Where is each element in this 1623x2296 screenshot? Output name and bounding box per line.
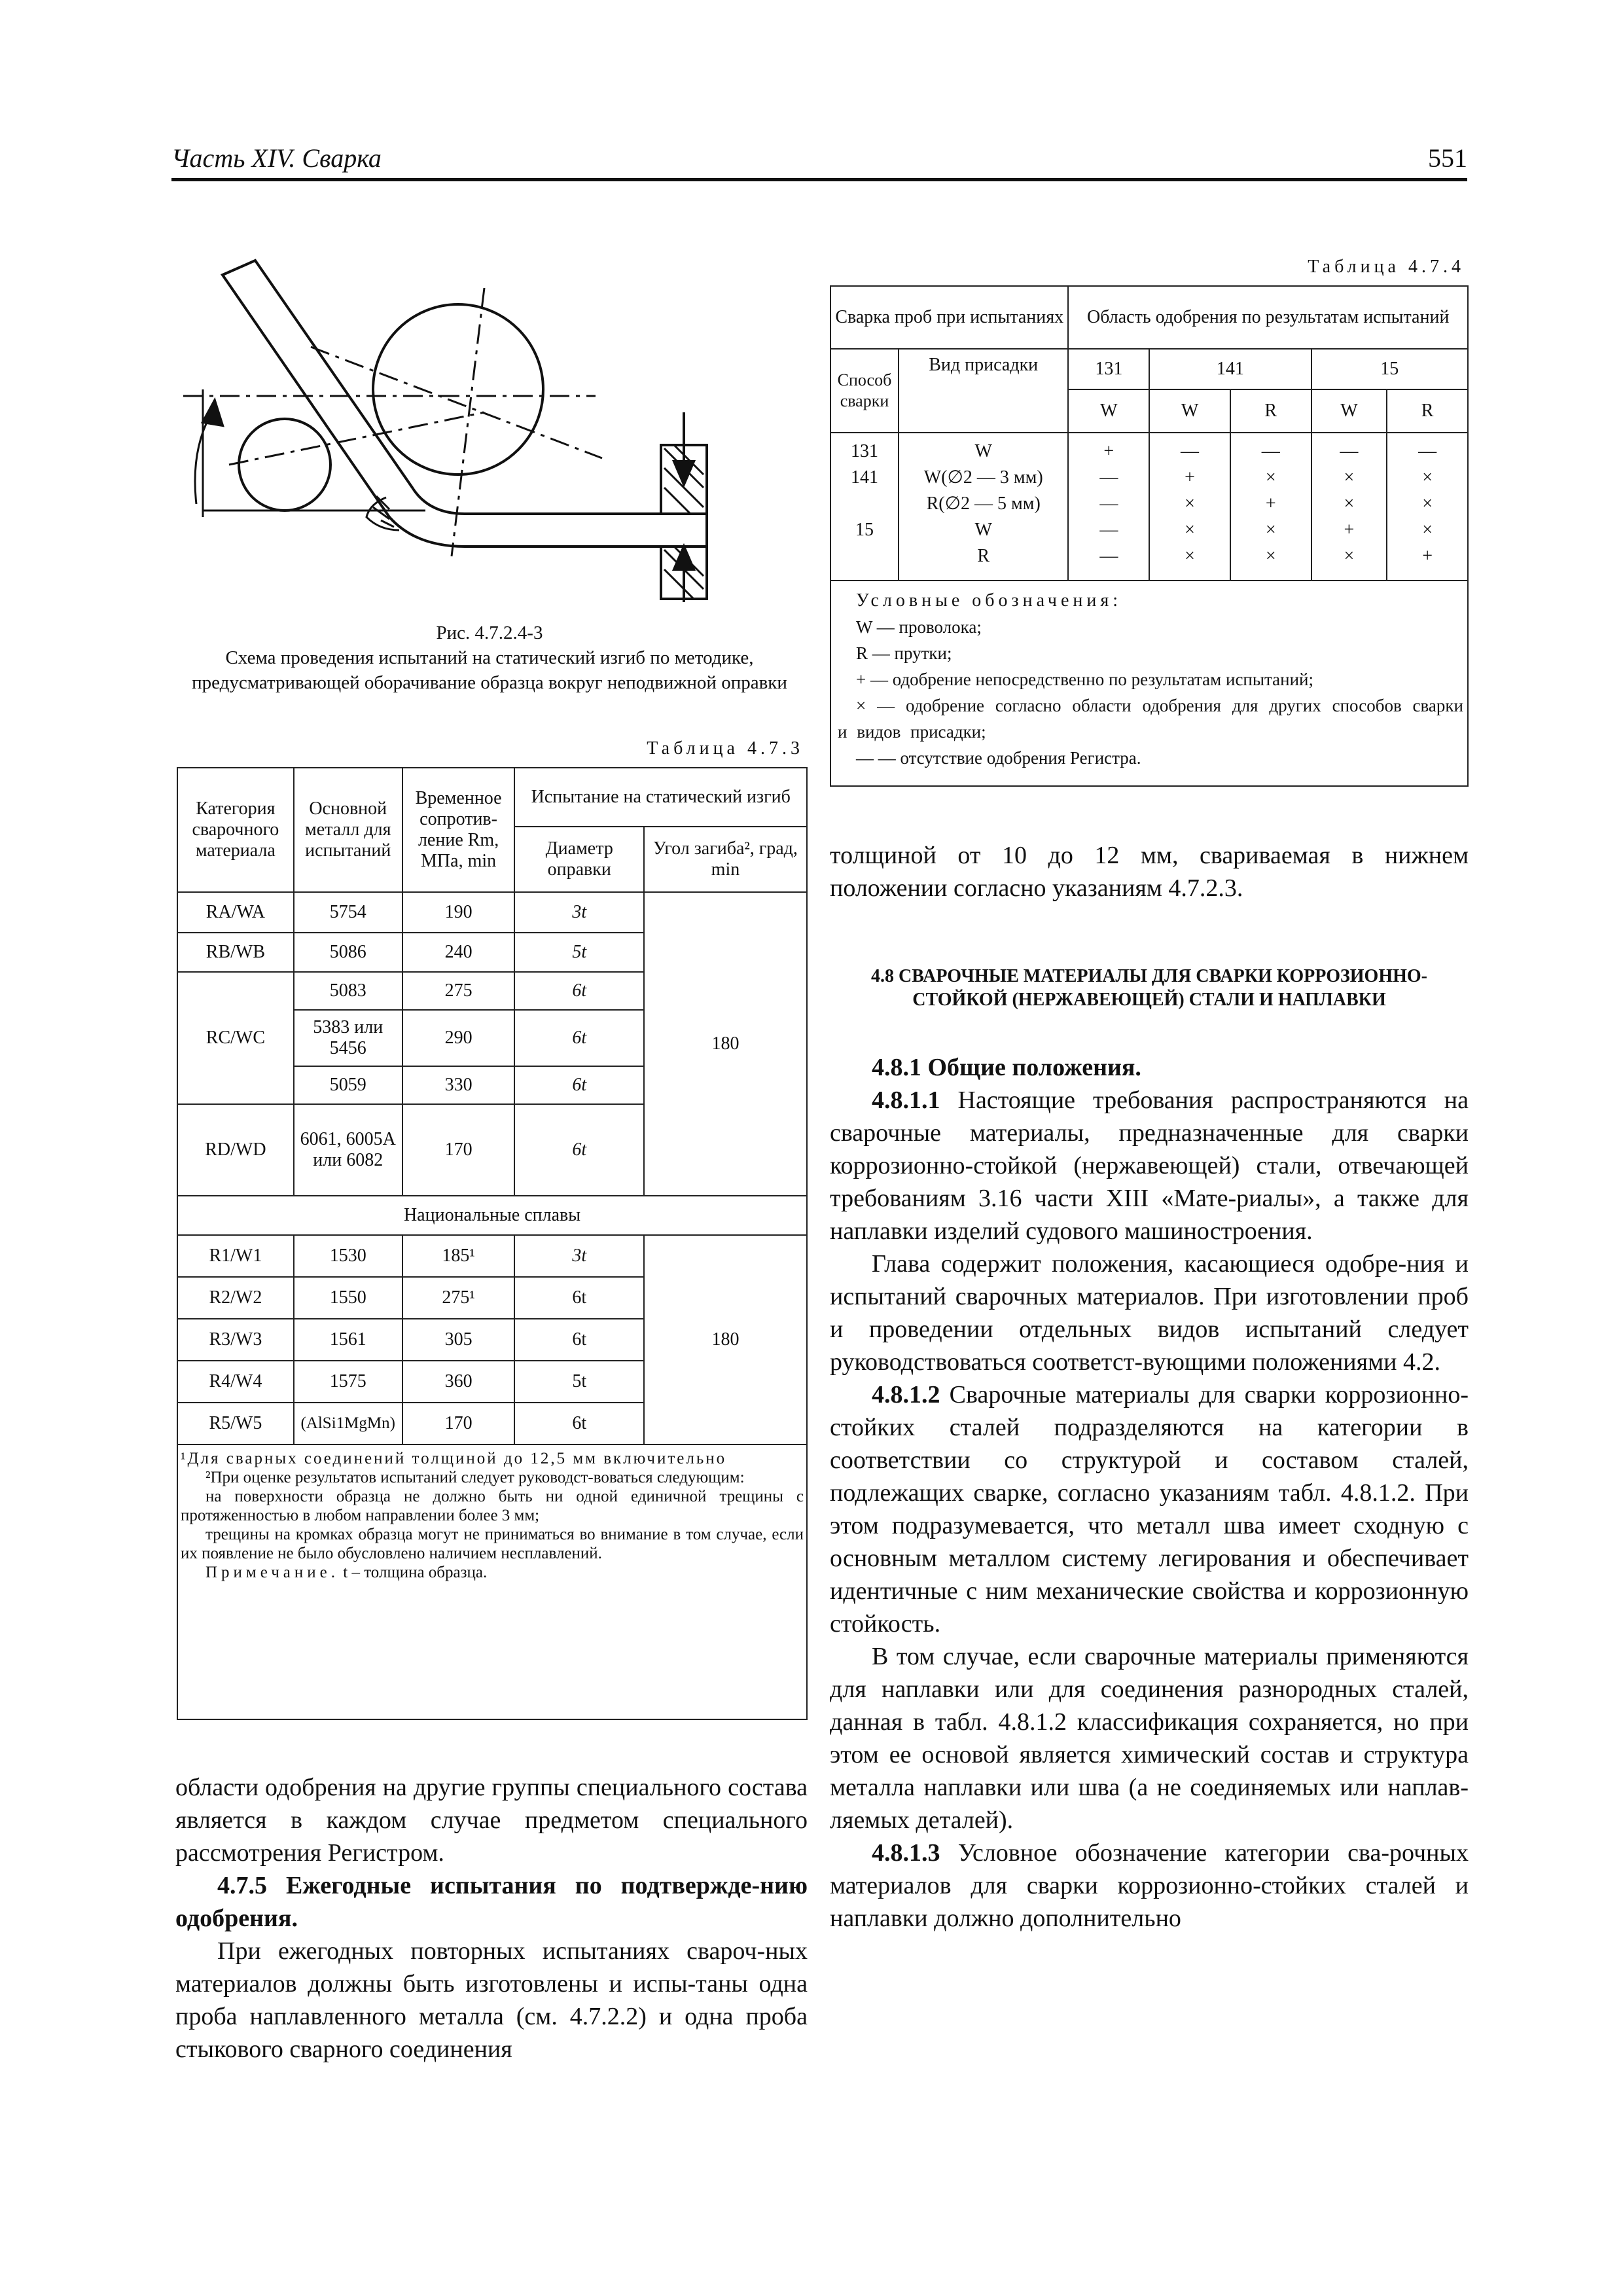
result-col: + — — — —	[1068, 433, 1149, 581]
legend-item: + — одобрение непосредственно по результатам испытаний;	[856, 670, 1313, 689]
table-cell: 3t	[514, 892, 643, 933]
table-cell: 170	[402, 1104, 515, 1196]
th-method: Способ сварки	[830, 349, 899, 433]
legend-item: × — одобрение согласно области одобрения для других способов сварки и видов присадки;	[838, 696, 1463, 742]
legend-item: — — отсутствие одобрения Регистра.	[856, 748, 1141, 768]
th-approval-area: Область одобрения по результатам испытаний	[1068, 286, 1468, 349]
table-cell: 5083	[294, 972, 402, 1010]
table-cell: 6t	[514, 1277, 643, 1319]
table-cell: 275¹	[402, 1277, 515, 1319]
th-group-131: 131	[1068, 349, 1149, 389]
table-note	[181, 1563, 804, 1582]
result-col: — × + × ×	[1230, 433, 1311, 581]
table-cell: R3/W3	[177, 1319, 294, 1361]
table-cell: 170	[402, 1403, 515, 1444]
th-sub: W	[1068, 389, 1149, 433]
table-cell: 1550	[294, 1277, 402, 1319]
table-cell: 3t	[514, 1235, 643, 1277]
table-cell: 305	[402, 1319, 515, 1361]
table-4-7-4-caption: Таблица 4.7.4	[1308, 257, 1465, 277]
table-cell: 5t	[514, 933, 643, 972]
paragraph: Глава содержит положения, касающиеся одобре-ния и испытаний сварочных материалов. При изготовлении проб и проведении отдельных видов испытаний следует руководствоваться соответст-вующими положениями 4.2.	[830, 1250, 1469, 1376]
th-sub: W	[1311, 389, 1387, 433]
roller-circle	[239, 419, 330, 511]
paragraph-4-8-1-1	[830, 1084, 1469, 1247]
th-category: Категория сварочного материала	[177, 768, 294, 892]
note-label: Примечание.	[205, 1564, 340, 1581]
clause-number: 4.8.1.3	[872, 1839, 940, 1867]
table-cell: RB/WB	[177, 933, 294, 972]
table-cell: 6061, 6005A или 6082	[294, 1104, 402, 1196]
table-cell: 290	[402, 1010, 515, 1066]
th-group-141: 141	[1149, 349, 1311, 389]
clause-number: 4.8.1.1	[872, 1086, 940, 1114]
th-mandrel-diameter: Диаметр оправки	[514, 827, 643, 892]
right-column	[830, 839, 1469, 1935]
table-cell: 5086	[294, 933, 402, 972]
table-cell: 6t	[514, 1010, 643, 1066]
subsection-heading-4-8-1: 4.8.1 Общие положения.	[872, 1054, 1141, 1081]
table-cell: 1575	[294, 1361, 402, 1403]
table-4-7-3-caption: Таблица 4.7.3	[647, 738, 804, 759]
th-bend-angle: Угол загиба², град, min	[644, 827, 807, 892]
table-cell: 5t	[514, 1361, 643, 1403]
national-alloys-row: Национальные сплавы	[177, 1196, 807, 1235]
th-bend-test: Испытание на статический изгиб	[514, 768, 807, 827]
footnote-2b: трещины на кромках образца могут не приниматься во внимание в том случае, если их появление не было обусловлено наличием несплавлений.	[181, 1526, 804, 1562]
result-col: — × × × +	[1387, 433, 1468, 581]
paragraph-text: Настоящие требования распространяются на сварочные материалы, предназначенные для сварки коррозионно-стойкой (нержавеющей) стали, отвечающей требованиям 3.16 части XIII «Мате-риалы», а также для наплавки изделий судового машиностроения.	[830, 1086, 1469, 1245]
table-cell: 6t	[514, 1319, 643, 1361]
footnote-1: ¹Для сварных соединений толщиной до 12,5 мм включительно	[181, 1450, 727, 1467]
table-cell: 180	[644, 892, 807, 1196]
paragraph-4-8-1-3	[830, 1837, 1469, 1935]
table-cell: 185¹	[402, 1235, 515, 1277]
paragraph-text: Сварочные материалы для сварки коррозионно-стойких сталей подразделяются на категории в соответствии со структурой и составом сталей, подлежащих сварке, согласно указаниям табл. 4.8.1.2. При этом подразумевается, что металл шва имеет сходную с основным металлом систему легирования и обеспечивает идентичные с ним механические свойства и коррозионную стойкость.	[830, 1381, 1469, 1638]
section-heading-4-8: 4.8 СВАРОЧНЫЕ МАТЕРИАЛЫ ДЛЯ СВАРКИ КОРРОЗИОННО-СТОЙКОЙ (НЕРЖАВЕЮЩЕЙ) СТАЛИ И НАПЛАВКИ	[871, 966, 1427, 1010]
table-cell: RD/WD	[177, 1104, 294, 1196]
table-cell: 6t	[514, 972, 643, 1010]
table-cell: R2/W2	[177, 1277, 294, 1319]
table-cell: 5383 или 5456	[294, 1010, 402, 1066]
subsection-heading-4-7-5: 4.7.5 Ежегодные испытания по подтвержде-нию одобрения.	[175, 1872, 808, 1932]
note-text: t – толщина образца.	[343, 1564, 488, 1581]
table-cell: (AlSi1MgMn)	[294, 1403, 402, 1444]
left-column	[175, 1771, 808, 2066]
table-cell: RA/WA	[177, 892, 294, 933]
th-base-metal: Основной металл для испытаний	[294, 768, 402, 892]
figure-label: Рис. 4.7.2.4-3	[436, 622, 543, 643]
table-cell: 6t	[514, 1066, 643, 1104]
th-sub: R	[1230, 389, 1311, 433]
th-weld-samples: Сварка проб при испытаниях	[830, 286, 1068, 349]
result-col: — + × × ×	[1149, 433, 1230, 581]
paragraph-text: Условное обозначение категории сва-рочных материалов для сварки коррозионно-стойких сталей и наплавки должно дополнительно	[830, 1839, 1469, 1932]
table-cell: 6t	[514, 1403, 643, 1444]
table-4-7-3	[177, 767, 808, 1720]
table-cell: 360	[402, 1361, 515, 1403]
result-col: — × × + ×	[1311, 433, 1387, 581]
table-cell: 240	[402, 933, 515, 972]
table-cell: 275	[402, 972, 515, 1010]
th-group-15: 15	[1311, 349, 1468, 389]
table-cell: R4/W4	[177, 1361, 294, 1403]
running-header-title: Часть XIV. Сварка	[171, 143, 382, 173]
fillers-col: W W(∅2 — 3 мм) R(∅2 — 5 мм) W R	[899, 433, 1069, 581]
table-cell: 1530	[294, 1235, 402, 1277]
th-tensile: Временное сопротив-ление Rm, МПа, min	[402, 768, 515, 892]
header-rule	[171, 178, 1467, 181]
table-cell: R1/W1	[177, 1235, 294, 1277]
mandrel-circle	[373, 304, 543, 475]
table-cell: 180	[644, 1235, 807, 1444]
table-4-7-4-legend	[830, 581, 1468, 786]
legend-item: R — прутки;	[856, 643, 952, 663]
th-filler: Вид присадки	[899, 349, 1069, 433]
footnote-2: ²При оценке результатов испытаний следует руководст-воваться следующим:	[205, 1469, 745, 1486]
paragraph: области одобрения на другие группы специального состава является в каждом случае предметом специального рассмотрения Регистром.	[175, 1774, 808, 1867]
table-cell: RC/WC	[177, 972, 294, 1104]
paragraph: толщиной от 10 до 12 мм, свариваемая в нижнем положении согласно указаниям 4.7.2.3.	[830, 842, 1469, 902]
figure-caption: Схема проведения испытаний на статический изгиб по методике, предусматривающей оборачивание образца вокруг неподвижной оправки	[192, 647, 787, 693]
table-cell: 1561	[294, 1319, 402, 1361]
paragraph-4-8-1-2	[830, 1378, 1469, 1640]
table-cell: 5754	[294, 892, 402, 933]
table-4-7-4	[830, 285, 1469, 787]
paragraph: При ежегодных повторных испытаниях свароч-ных материалов должны быть изготовлены и испы-таны одна проба наплавленного металла (см. 4.7.2.2) и одна проба стыкового сварного соединения	[175, 1937, 808, 2063]
legend-title: Условные обозначения:	[856, 590, 1122, 611]
table-cell: 6t	[514, 1104, 643, 1196]
th-sub: R	[1387, 389, 1468, 433]
clause-number: 4.8.1.2	[872, 1381, 940, 1408]
table-cell: 5059	[294, 1066, 402, 1104]
table-4-7-3-footnotes	[177, 1444, 807, 1719]
legend-item: W — проволока;	[856, 617, 982, 637]
table-cell: 190	[402, 892, 515, 933]
footnote-2a: на поверхности образца не должно быть ни одной единичной трещины с протяженностью в любом направлении более 3 мм;	[181, 1488, 804, 1524]
page-number: 551	[1428, 143, 1467, 173]
table-cell: 330	[402, 1066, 515, 1104]
paragraph: В том случае, если сварочные материалы применяются для наплавки или для соединения разнородных сталей, данная в табл. 4.8.1.2 классификация сохраняется, но при этом ее основой является химический состав и структура металла наплавки или шва (а не соединяемых или наплав-ляемых деталей).	[830, 1643, 1469, 1834]
table-cell: R5/W5	[177, 1403, 294, 1444]
methods-col: 131 141 15	[830, 433, 899, 581]
bend-test-diagram	[177, 249, 818, 615]
th-sub: W	[1149, 389, 1230, 433]
